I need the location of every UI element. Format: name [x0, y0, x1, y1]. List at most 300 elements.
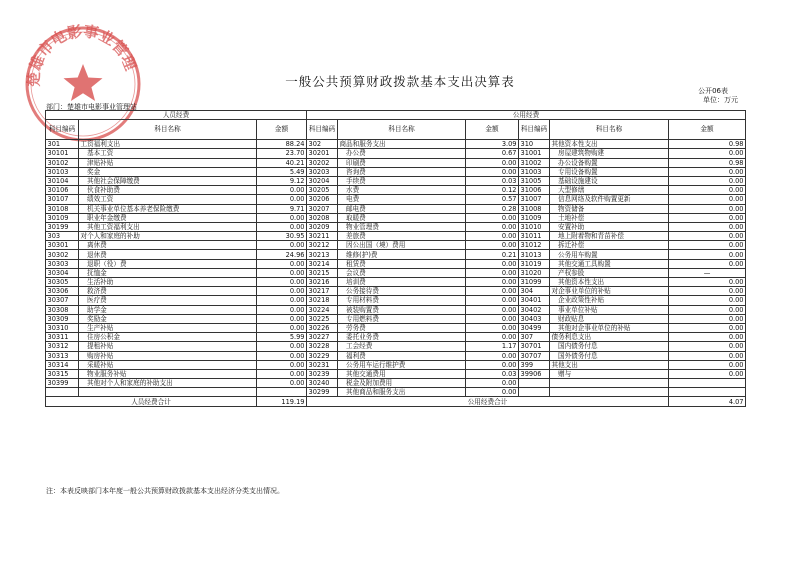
name-cell: 其他商品和服务支出: [338, 388, 466, 397]
name-cell: 奖金: [79, 167, 257, 176]
amount-cell: 0.00: [669, 342, 746, 351]
table-row: [46, 213, 746, 222]
name-cell: 其他对企事业单位的补贴: [550, 323, 669, 332]
amount-cell: 0.00: [669, 195, 746, 204]
amount-cell: 0.03: [466, 369, 519, 378]
amount-cell: 0.98: [669, 140, 746, 149]
name-cell: 职业年金缴费: [79, 213, 257, 222]
code-cell: 30225: [307, 314, 338, 323]
amount-cell: 0.00: [669, 287, 746, 296]
table-row: [46, 314, 746, 323]
name-cell: 咨询费: [338, 167, 466, 176]
name-cell: 福利费: [338, 351, 466, 360]
code-cell: 30201: [307, 149, 338, 158]
amount-cell: 30.95: [257, 232, 307, 241]
code-cell: 31008: [519, 204, 550, 213]
name-cell: 采暖补贴: [79, 360, 257, 369]
amount-cell: 0.00: [669, 369, 746, 378]
code-cell: 31009: [519, 213, 550, 222]
name-cell: 专用设备购置: [550, 167, 669, 176]
amount-cell: 0.00: [669, 323, 746, 332]
col-name: 科目名称: [338, 120, 466, 140]
amount-cell: 0.00: [466, 213, 519, 222]
name-cell: 劳务费: [338, 323, 466, 332]
amount-cell: 40.21: [257, 158, 307, 167]
table-row: [46, 204, 746, 213]
name-cell: 租赁费: [338, 259, 466, 268]
amount-cell: 0.00: [466, 259, 519, 268]
name-cell: 土地补偿: [550, 213, 669, 222]
code-cell: 31013: [519, 250, 550, 259]
amount-cell: 0.00: [257, 268, 307, 277]
amount-cell: 5.49: [257, 167, 307, 176]
amount-cell: 0.00: [669, 176, 746, 185]
code-cell: 399: [519, 360, 550, 369]
code-cell: 31005: [519, 176, 550, 185]
code-cell: 30301: [46, 241, 79, 250]
code-cell: 30240: [307, 379, 338, 388]
amount-cell: 0.00: [257, 360, 307, 369]
table-row: [46, 241, 746, 250]
table-row: [46, 195, 746, 204]
code-cell: 30204: [307, 176, 338, 185]
name-cell: 国外债务付息: [550, 351, 669, 360]
col-amount: 金额: [466, 120, 519, 140]
name-cell: 其他交通工具购置: [550, 259, 669, 268]
amount-cell: 0.00: [669, 186, 746, 195]
code-cell: 307: [519, 333, 550, 342]
name-cell: 救济费: [79, 287, 257, 296]
code-cell: 30212: [307, 241, 338, 250]
code-cell: 30215: [307, 268, 338, 277]
col-amount: 金额: [257, 120, 307, 140]
name-cell: 事业单位补贴: [550, 305, 669, 314]
col-code: 科目编码: [519, 120, 550, 140]
code-cell: 301: [46, 140, 79, 149]
amount-cell: 0.00: [669, 278, 746, 287]
code-cell: 30315: [46, 369, 79, 378]
table-row: [46, 305, 746, 314]
column-header-row: [46, 120, 746, 140]
amount-cell: 0.00: [257, 195, 307, 204]
code-cell: 30302: [46, 250, 79, 259]
table-row: [46, 149, 746, 158]
footnote: 注：本表反映部门本年度一般公共预算财政拨款基本支出经济分类支出情况。: [46, 487, 284, 495]
code-cell: 30102: [46, 158, 79, 167]
code-cell: 30307: [46, 296, 79, 305]
name-cell: 房屋建筑物购建: [550, 149, 669, 158]
amount-cell: 0.98: [669, 158, 746, 167]
table-row: [46, 140, 746, 149]
code-cell: 31020: [519, 268, 550, 277]
name-cell: 赠与: [550, 369, 669, 378]
code-cell: 310: [519, 140, 550, 149]
amount-cell: 1.17: [466, 342, 519, 351]
name-cell: 绩效工资: [79, 195, 257, 204]
amount-cell: 0.00: [669, 259, 746, 268]
amount-cell: 0.00: [466, 268, 519, 277]
amount-cell: 0.00: [257, 259, 307, 268]
name-cell: 对企事业单位的补贴: [550, 287, 669, 296]
table-row: [46, 222, 746, 231]
name-cell: 财政贴息: [550, 314, 669, 323]
amount-cell: 0.00: [669, 250, 746, 259]
name-cell: 对个人和家庭的补助: [79, 232, 257, 241]
code-cell: 30402: [519, 305, 550, 314]
amount-cell: [669, 388, 746, 397]
code-cell: 31006: [519, 186, 550, 195]
code-cell: 30218: [307, 296, 338, 305]
name-cell: 离休费: [79, 241, 257, 250]
amount-cell: 0.00: [257, 296, 307, 305]
amount-cell: 3.09: [466, 140, 519, 149]
name-cell: 邮电费: [338, 204, 466, 213]
totals-row: [46, 397, 746, 406]
code-cell: 30701: [519, 342, 550, 351]
personnel-total-value: 119.19: [257, 397, 307, 406]
name-cell: 生活补助: [79, 278, 257, 287]
amount-cell: 0.00: [466, 296, 519, 305]
amount-cell: 0.03: [466, 176, 519, 185]
code-cell: 30305: [46, 278, 79, 287]
name-cell: 安置补助: [550, 222, 669, 231]
name-cell: 水费: [338, 186, 466, 195]
name-cell: [550, 379, 669, 388]
code-cell: 30399: [46, 379, 79, 388]
amount-cell: 0.00: [669, 149, 746, 158]
code-cell: 31011: [519, 232, 550, 241]
amount-cell: —: [669, 268, 746, 277]
name-cell: 地上附着物和青苗补偿: [550, 232, 669, 241]
name-cell: 其他资本性支出: [550, 140, 669, 149]
name-cell: 税金及附加费用: [338, 379, 466, 388]
amount-cell: 9.12: [257, 176, 307, 185]
table-row: [46, 176, 746, 185]
name-cell: 奖励金: [79, 314, 257, 323]
amount-cell: 0.00: [466, 388, 519, 397]
name-cell: 助学金: [79, 305, 257, 314]
name-cell: 印刷费: [338, 158, 466, 167]
code-cell: 30311: [46, 333, 79, 342]
name-cell: 退休费: [79, 250, 257, 259]
amount-cell: 0.00: [669, 314, 746, 323]
name-cell: 维修(护)费: [338, 250, 466, 259]
name-cell: 津贴补贴: [79, 158, 257, 167]
doc-code: 公开06表: [698, 87, 728, 95]
name-cell: 其他对个人和家庭的补助支出: [79, 379, 257, 388]
unit-label: 单位：万元: [703, 96, 738, 104]
amount-cell: 0.00: [466, 351, 519, 360]
amount-cell: 0.00: [257, 314, 307, 323]
amount-cell: 0.00: [669, 333, 746, 342]
col-code: 科目编码: [46, 120, 79, 140]
name-cell: 债务利息支出: [550, 333, 669, 342]
name-cell: 培训费: [338, 278, 466, 287]
name-cell: 其他支出: [550, 360, 669, 369]
amount-cell: [257, 388, 307, 397]
amount-cell: 0.00: [466, 323, 519, 332]
public-total-value: 4.07: [669, 397, 746, 406]
code-cell: 30211: [307, 232, 338, 241]
name-cell: 手续费: [338, 176, 466, 185]
code-cell: 30304: [46, 268, 79, 277]
name-cell: 物资储备: [550, 204, 669, 213]
name-cell: [79, 388, 257, 397]
col-name: 科目名称: [79, 120, 257, 140]
amount-cell: 0.00: [669, 305, 746, 314]
name-cell: 生产补贴: [79, 323, 257, 332]
table-row: [46, 158, 746, 167]
code-cell: 30499: [519, 323, 550, 332]
amount-cell: 0.00: [466, 314, 519, 323]
code-cell: 31099: [519, 278, 550, 287]
code-cell: [519, 388, 550, 397]
code-cell: 30104: [46, 176, 79, 185]
table-row: [46, 250, 746, 259]
name-cell: 被装购置费: [338, 305, 466, 314]
code-cell: 30310: [46, 323, 79, 332]
amount-cell: 0.00: [466, 167, 519, 176]
name-cell: 提租补贴: [79, 342, 257, 351]
name-cell: 专用材料费: [338, 296, 466, 305]
code-cell: 30214: [307, 259, 338, 268]
personnel-total-label: 人员经费合计: [46, 397, 257, 406]
code-cell: 31012: [519, 241, 550, 250]
amount-cell: 0.00: [466, 241, 519, 250]
code-cell: 30207: [307, 204, 338, 213]
code-cell: 30228: [307, 342, 338, 351]
amount-cell: 0.00: [257, 186, 307, 195]
amount-cell: [669, 379, 746, 388]
table-row: [46, 232, 746, 241]
table-row: [46, 351, 746, 360]
code-cell: 31010: [519, 222, 550, 231]
table-body: [46, 140, 746, 397]
code-cell: 30231: [307, 360, 338, 369]
name-cell: 公务用车购置: [550, 250, 669, 259]
code-cell: 30107: [46, 195, 79, 204]
name-cell: 会议费: [338, 268, 466, 277]
amount-cell: 0.00: [257, 305, 307, 314]
code-cell: 30203: [307, 167, 338, 176]
public-group-header: 公用经费: [307, 111, 746, 120]
code-cell: 30108: [46, 204, 79, 213]
code-cell: 30303: [46, 259, 79, 268]
table-row: [46, 278, 746, 287]
code-cell: 30109: [46, 213, 79, 222]
amount-cell: 0.00: [669, 204, 746, 213]
table-row: [46, 342, 746, 351]
col-amount: 金额: [669, 120, 746, 140]
name-cell: 工会经费: [338, 342, 466, 351]
amount-cell: 0.57: [466, 195, 519, 204]
name-cell: 住房公积金: [79, 333, 257, 342]
amount-cell: 0.00: [669, 232, 746, 241]
code-cell: 30313: [46, 351, 79, 360]
name-cell: 物业服务补贴: [79, 369, 257, 378]
name-cell: 物业管理费: [338, 222, 466, 231]
public-total-label: 公用经费合计: [307, 397, 669, 406]
code-cell: 30209: [307, 222, 338, 231]
department-label: 部门：楚雄市电影事业管理站: [46, 103, 137, 111]
amount-cell: 0.00: [669, 241, 746, 250]
amount-cell: 0.00: [257, 278, 307, 287]
code-cell: 30206: [307, 195, 338, 204]
amount-cell: 0.00: [669, 360, 746, 369]
name-cell: 办公设备购置: [550, 158, 669, 167]
name-cell: 产权参股: [550, 268, 669, 277]
amount-cell: 0.00: [466, 305, 519, 314]
name-cell: 办公费: [338, 149, 466, 158]
code-cell: [46, 388, 79, 397]
amount-cell: 0.67: [466, 149, 519, 158]
amount-cell: 88.24: [257, 140, 307, 149]
amount-cell: 0.00: [669, 296, 746, 305]
name-cell: 基础设施建设: [550, 176, 669, 185]
code-cell: 30229: [307, 351, 338, 360]
name-cell: 基本工资: [79, 149, 257, 158]
code-cell: 30213: [307, 250, 338, 259]
amount-cell: 0.00: [257, 287, 307, 296]
code-cell: 30299: [307, 388, 338, 397]
amount-cell: 0.00: [257, 351, 307, 360]
code-cell: 30309: [46, 314, 79, 323]
code-cell: 30224: [307, 305, 338, 314]
code-cell: 30199: [46, 222, 79, 231]
name-cell: 专用燃料费: [338, 314, 466, 323]
code-cell: [519, 379, 550, 388]
code-cell: 30314: [46, 360, 79, 369]
name-cell: 其他社会保障缴费: [79, 176, 257, 185]
name-cell: 商品和服务支出: [338, 140, 466, 149]
code-cell: 30308: [46, 305, 79, 314]
name-cell: 差旅费: [338, 232, 466, 241]
name-cell: 委托业务费: [338, 333, 466, 342]
amount-cell: 0.00: [257, 342, 307, 351]
code-cell: 31002: [519, 158, 550, 167]
amount-cell: 5.99: [257, 333, 307, 342]
code-cell: 303: [46, 232, 79, 241]
amount-cell: 0.00: [669, 222, 746, 231]
name-cell: 其他工资福利支出: [79, 222, 257, 231]
code-cell: 31003: [519, 167, 550, 176]
name-cell: 伙食补助费: [79, 186, 257, 195]
code-cell: 30208: [307, 213, 338, 222]
table-row: [46, 333, 746, 342]
amount-cell: 0.00: [466, 287, 519, 296]
code-cell: 30101: [46, 149, 79, 158]
code-cell: 30239: [307, 369, 338, 378]
name-cell: 机关事业单位基本养老保险缴费: [79, 204, 257, 213]
amount-cell: 0.00: [257, 323, 307, 332]
name-cell: 因公出国（境）费用: [338, 241, 466, 250]
code-cell: 30401: [519, 296, 550, 305]
name-cell: 其他资本性支出: [550, 278, 669, 287]
code-cell: 302: [307, 140, 338, 149]
amount-cell: 0.00: [466, 232, 519, 241]
table-row: [46, 296, 746, 305]
table-row: [46, 379, 746, 388]
table-row: [46, 287, 746, 296]
code-cell: 39906: [519, 369, 550, 378]
code-cell: 30227: [307, 333, 338, 342]
table-row: [46, 259, 746, 268]
table-row: [46, 268, 746, 277]
amount-cell: 0.00: [466, 222, 519, 231]
code-cell: 31019: [519, 259, 550, 268]
seal-text: 楚雄市电影事业管理: [24, 22, 140, 88]
code-cell: 30217: [307, 287, 338, 296]
amount-cell: 0.00: [669, 167, 746, 176]
code-cell: 31007: [519, 195, 550, 204]
name-cell: 工资福利支出: [79, 140, 257, 149]
code-cell: 30103: [46, 167, 79, 176]
name-cell: 电费: [338, 195, 466, 204]
code-cell: 30707: [519, 351, 550, 360]
amount-cell: 0.00: [669, 213, 746, 222]
name-cell: 取暖费: [338, 213, 466, 222]
name-cell: 其他交通费用: [338, 369, 466, 378]
amount-cell: 23.70: [257, 149, 307, 158]
amount-cell: 0.00: [466, 278, 519, 287]
name-cell: 购房补贴: [79, 351, 257, 360]
code-cell: 304: [519, 287, 550, 296]
amount-cell: 0.00: [466, 360, 519, 369]
code-cell: 31001: [519, 149, 550, 158]
expenditure-table: [45, 110, 746, 407]
name-cell: [550, 388, 669, 397]
amount-cell: 0.00: [257, 369, 307, 378]
name-cell: 公务用车运行维护费: [338, 360, 466, 369]
amount-cell: 0.00: [257, 213, 307, 222]
page-title: 一般公共预算财政拨款基本支出决算表: [285, 74, 515, 89]
col-name: 科目名称: [550, 120, 669, 140]
name-cell: 医疗费: [79, 296, 257, 305]
name-cell: 大型修缮: [550, 186, 669, 195]
table-row: [46, 323, 746, 332]
table-row: [46, 388, 746, 397]
name-cell: 拆迁补偿: [550, 241, 669, 250]
amount-cell: 0.00: [257, 379, 307, 388]
code-cell: 30312: [46, 342, 79, 351]
amount-cell: 0.28: [466, 204, 519, 213]
amount-cell: 0.00: [466, 379, 519, 388]
amount-cell: 0.00: [466, 158, 519, 167]
table-row: [46, 360, 746, 369]
amount-cell: 0.12: [466, 186, 519, 195]
amount-cell: 0.00: [257, 222, 307, 231]
group-header-row: [46, 111, 746, 120]
code-cell: 30106: [46, 186, 79, 195]
name-cell: 退职（役）费: [79, 259, 257, 268]
amount-cell: 0.21: [466, 250, 519, 259]
name-cell: 信息网络及软件购置更新: [550, 195, 669, 204]
amount-cell: 0.00: [257, 241, 307, 250]
table-row: [46, 167, 746, 176]
name-cell: 企业政策性补贴: [550, 296, 669, 305]
code-cell: 30306: [46, 287, 79, 296]
amount-cell: 0.00: [466, 333, 519, 342]
amount-cell: 9.71: [257, 204, 307, 213]
code-cell: 30216: [307, 278, 338, 287]
table-row: [46, 186, 746, 195]
amount-cell: 0.00: [669, 351, 746, 360]
code-cell: 30226: [307, 323, 338, 332]
name-cell: 抚恤金: [79, 268, 257, 277]
name-cell: 公务接待费: [338, 287, 466, 296]
name-cell: 国内债务付息: [550, 342, 669, 351]
code-cell: 30202: [307, 158, 338, 167]
